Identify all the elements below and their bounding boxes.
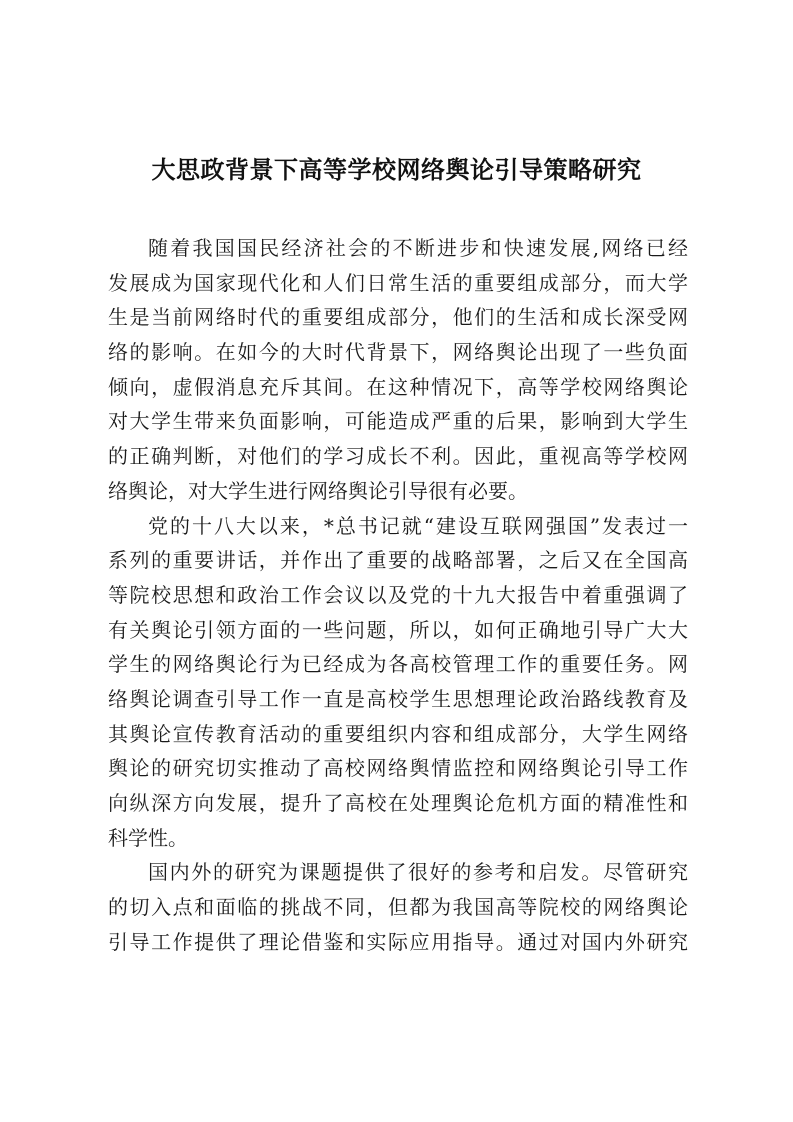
paragraph-line: 络舆论，对大学生进行网络舆论引导很有必要。 bbox=[108, 478, 528, 503]
paragraph-line: 对大学生带来负面影响，可能造成严重的后果，影响到大学生 bbox=[108, 409, 688, 434]
paragraph-line: 其舆论宣传教育活动的重要组织内容和组成部分，大学生网络 bbox=[108, 721, 688, 746]
body-paragraph bbox=[108, 509, 688, 856]
document-body bbox=[108, 231, 688, 959]
paragraph-line: 的切入点和面临的挑战不同，但都为我国高等院校的网络舆论 bbox=[108, 895, 688, 920]
paragraph-line: 等院校思想和政治工作会议以及党的十九大报告中着重强调了 bbox=[108, 582, 688, 607]
paragraph-line: 系列的重要讲话，并作出了重要的战略部署，之后又在全国高 bbox=[108, 548, 688, 573]
body-paragraph bbox=[108, 231, 688, 509]
paragraph-line: 国内外的研究为课题提供了很好的参考和启发。尽管研究 bbox=[148, 860, 688, 885]
paragraph-line: 生是当前网络时代的重要组成部分，他们的生活和成长深受网 bbox=[108, 305, 688, 330]
paragraph-line: 络舆论调查引导工作一直是高校学生思想理论政治路线教育及 bbox=[108, 686, 688, 711]
paragraph-line: 倾向，虚假消息充斥其间。在这种情况下，高等学校网络舆论 bbox=[108, 374, 688, 399]
paragraph-line: 的正确判断，对他们的学习成长不利。因此，重视高等学校网 bbox=[108, 444, 688, 469]
paragraph-line: 党的十八大以来，*总书记就“建设互联网强国”发表过一 bbox=[148, 513, 688, 538]
document-title: 大思政背景下高等学校网络舆论引导策略研究 bbox=[151, 156, 642, 184]
paragraph-line: 引导工作提供了理论借鉴和实际应用指导。通过对国内外研究 bbox=[108, 929, 688, 954]
paragraph-line: 有关舆论引领方面的一些问题，所以，如何正确地引导广大大 bbox=[108, 617, 688, 642]
paragraph-line: 舆论的研究切实推动了高校网络舆情监控和网络舆论引导工作 bbox=[108, 756, 688, 781]
paragraph-line: 向纵深方向发展，提升了高校在处理舆论危机方面的精准性和 bbox=[108, 791, 688, 815]
paragraph-line: 发展成为国家现代化和人们日常生活的重要组成部分，而大学 bbox=[108, 270, 688, 295]
body-paragraph bbox=[108, 855, 688, 959]
paragraph-line: 随着我国国民经济社会的不断进步和快速发展,网络已经 bbox=[148, 236, 688, 260]
paragraph-line: 学生的网络舆论行为已经成为各高校管理工作的重要任务。网 bbox=[108, 652, 688, 677]
paragraph-line: 科学性。 bbox=[108, 825, 188, 850]
paragraph-line: 络的影响。在如今的大时代背景下，网络舆论出现了一些负面 bbox=[108, 340, 688, 365]
